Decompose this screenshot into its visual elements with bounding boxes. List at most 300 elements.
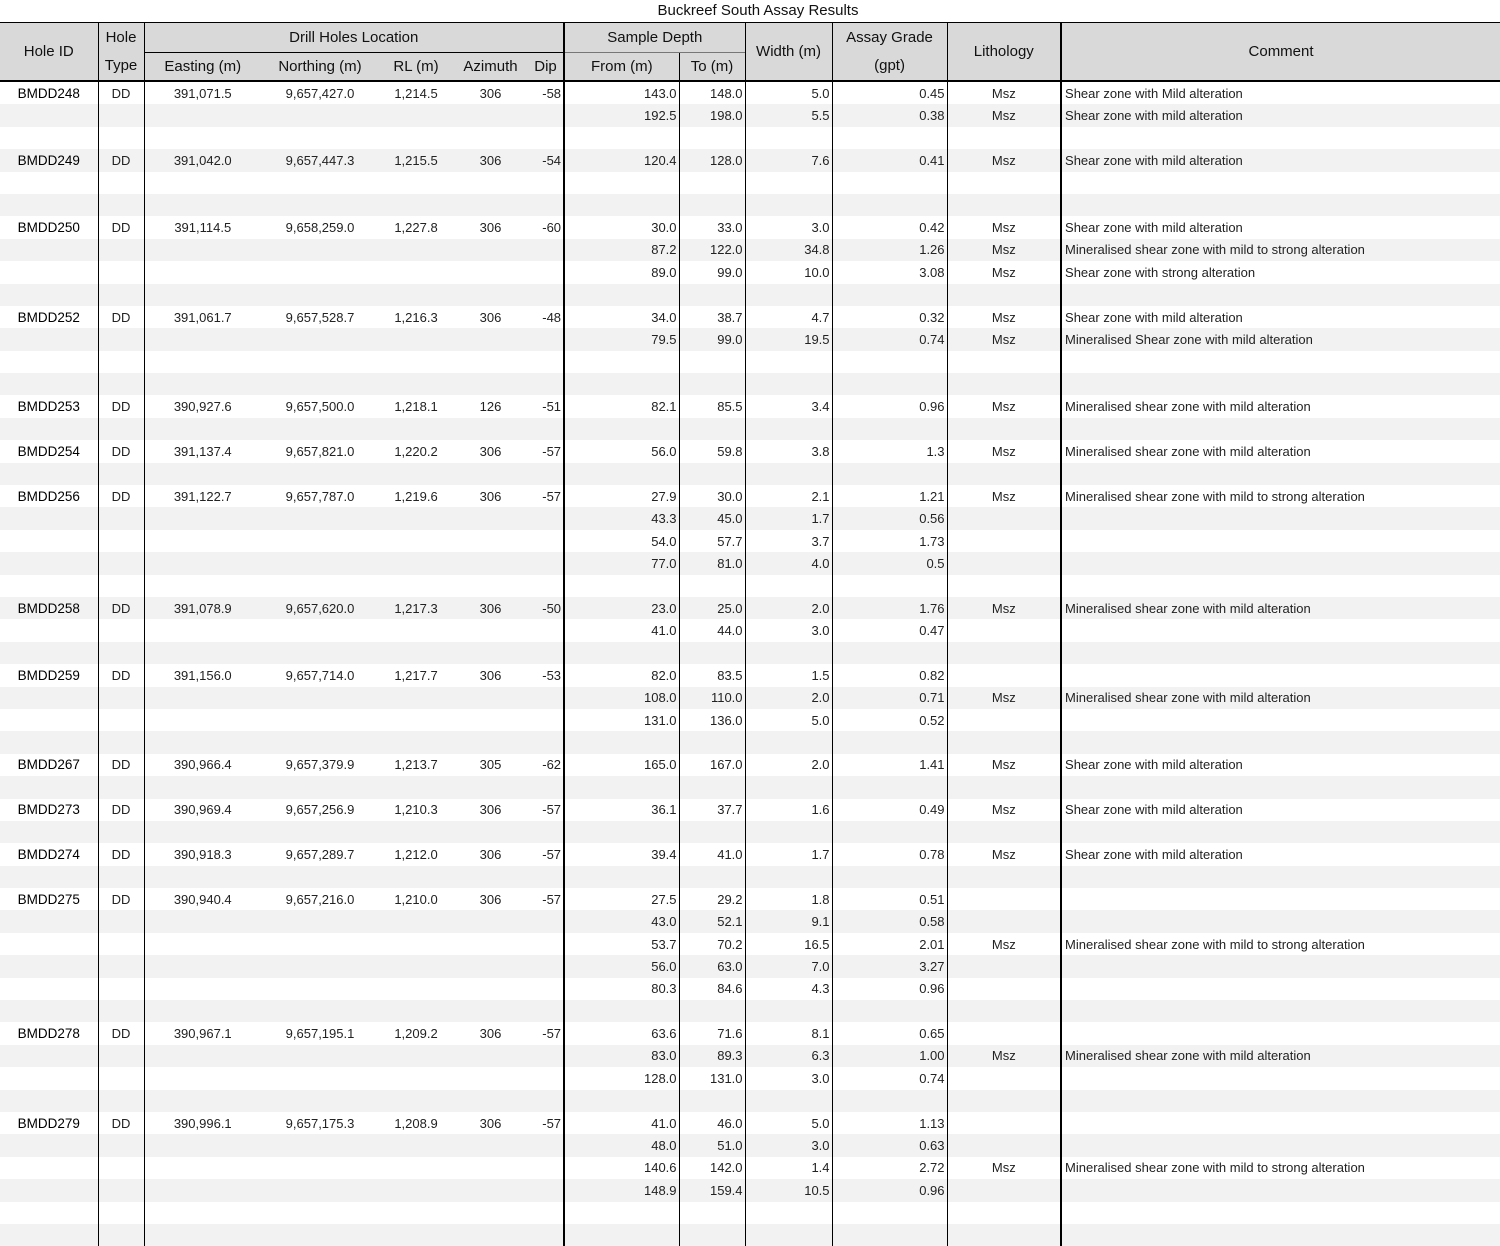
cell-lithology bbox=[947, 507, 1061, 529]
cell-rl bbox=[379, 776, 453, 798]
cell-lithology bbox=[947, 955, 1061, 977]
cell-width: 5.0 bbox=[745, 81, 832, 104]
cell-rl bbox=[379, 1202, 453, 1224]
cell-hole-type bbox=[98, 709, 144, 731]
cell-assay-grade: 1.13 bbox=[832, 1112, 947, 1134]
cell-hole-id bbox=[0, 776, 98, 798]
cell-dip bbox=[528, 955, 564, 977]
cell-from: 54.0 bbox=[564, 530, 679, 552]
cell-to bbox=[679, 172, 745, 194]
cell-from: 36.1 bbox=[564, 799, 679, 821]
cell-assay-grade: 1.41 bbox=[832, 754, 947, 776]
cell-rl: 1,209.2 bbox=[394, 1026, 438, 1042]
cell-hole-type bbox=[98, 127, 144, 149]
cell-azimuth bbox=[453, 239, 528, 261]
cell-hole-type bbox=[98, 172, 144, 194]
cell-dip bbox=[528, 1224, 564, 1246]
table-row bbox=[0, 306, 1500, 328]
cell-easting bbox=[144, 1157, 261, 1179]
cell-hole-type bbox=[98, 530, 144, 552]
cell-assay-grade: 0.78 bbox=[832, 843, 947, 865]
cell-azimuth bbox=[453, 1202, 528, 1224]
cell-dip bbox=[528, 978, 564, 1000]
cell-from: 79.5 bbox=[564, 328, 679, 350]
cell-dip bbox=[528, 1157, 564, 1179]
cell-from: 83.0 bbox=[564, 1045, 679, 1067]
cell-northing: 9,657,289.7 bbox=[285, 846, 355, 862]
cell-comment: Shear zone with Mild alteration bbox=[1061, 81, 1500, 104]
cell-rl bbox=[379, 1224, 453, 1246]
cell-lithology bbox=[947, 1090, 1061, 1112]
cell-dip: -50 bbox=[528, 597, 564, 619]
cell-width: 3.0 bbox=[745, 216, 832, 238]
cell-to: 84.6 bbox=[679, 978, 745, 1000]
table-row bbox=[0, 239, 1500, 261]
cell-northing: 9,658,259.0 bbox=[285, 220, 355, 236]
cell-hole-id bbox=[0, 351, 98, 373]
cell-easting: 391,061.7 bbox=[144, 306, 261, 328]
cell-width: 34.8 bbox=[745, 239, 832, 261]
table-row bbox=[0, 687, 1500, 709]
cell-width: 7.0 bbox=[745, 955, 832, 977]
cell-comment bbox=[1061, 127, 1500, 149]
table-row bbox=[0, 351, 1500, 373]
cell-rl bbox=[379, 1090, 453, 1112]
cell-from: 41.0 bbox=[564, 619, 679, 641]
cell-rl bbox=[379, 575, 453, 597]
cell-hole-type bbox=[98, 239, 144, 261]
cell-rl bbox=[379, 1157, 453, 1179]
cell-northing bbox=[261, 1157, 379, 1179]
cell-hole-id bbox=[0, 239, 98, 261]
cell-to: 29.2 bbox=[679, 888, 745, 910]
table-row bbox=[0, 754, 1500, 776]
cell-comment: Mineralised shear zone with mild to strong alteration bbox=[1061, 239, 1500, 261]
cell-northing bbox=[261, 328, 379, 350]
cell-dip bbox=[528, 418, 564, 440]
cell-easting: 391,137.4 bbox=[144, 440, 261, 462]
cell-easting bbox=[144, 1134, 261, 1156]
cell-northing bbox=[261, 1224, 379, 1246]
cell-to: 99.0 bbox=[679, 261, 745, 283]
table-row bbox=[0, 933, 1500, 955]
cell-width: 3.4 bbox=[745, 395, 832, 417]
cell-lithology bbox=[947, 978, 1061, 1000]
cell-hole-type bbox=[98, 328, 144, 350]
cell-hole-type bbox=[98, 575, 144, 597]
cell-comment: Mineralised shear zone with mild alteration bbox=[1061, 395, 1500, 417]
cell-from: 82.0 bbox=[564, 664, 679, 686]
cell-width: 10.5 bbox=[745, 1179, 832, 1201]
cell-assay-grade bbox=[832, 731, 947, 753]
cell-lithology bbox=[947, 866, 1061, 888]
cell-hole-id: BMDD278 bbox=[17, 1026, 80, 1042]
cell-to: 131.0 bbox=[679, 1067, 745, 1089]
cell-lithology: Msz bbox=[947, 687, 1061, 709]
cell-from bbox=[564, 194, 679, 216]
cell-comment bbox=[1061, 575, 1500, 597]
cell-northing: 9,657,195.1 bbox=[285, 1026, 355, 1042]
cell-rl: 1,210.3 bbox=[394, 802, 438, 818]
cell-to: 159.4 bbox=[679, 1179, 745, 1201]
cell-width: 1.7 bbox=[745, 843, 832, 865]
cell-to: 122.0 bbox=[679, 239, 745, 261]
cell-easting bbox=[144, 1000, 261, 1022]
cell-from: 131.0 bbox=[564, 709, 679, 731]
cell-assay-grade bbox=[832, 172, 947, 194]
cell-assay-grade: 1.26 bbox=[832, 239, 947, 261]
cell-rl: 1,216.3 bbox=[394, 309, 438, 325]
cell-from: 56.0 bbox=[564, 955, 679, 977]
cell-easting bbox=[144, 104, 261, 126]
header-northing: Northing (m) bbox=[261, 53, 379, 82]
cell-easting: 390,969.4 bbox=[144, 799, 261, 821]
cell-easting bbox=[144, 821, 261, 843]
cell-comment: Mineralised shear zone with mild alteration bbox=[1061, 1045, 1500, 1067]
cell-to bbox=[679, 1202, 745, 1224]
cell-to: 99.0 bbox=[679, 328, 745, 350]
cell-rl: 1,217.7 bbox=[394, 667, 438, 683]
cell-northing bbox=[261, 866, 379, 888]
cell-width: 2.1 bbox=[745, 485, 832, 507]
cell-from bbox=[564, 866, 679, 888]
cell-lithology: Msz bbox=[947, 933, 1061, 955]
cell-lithology: Msz bbox=[947, 149, 1061, 171]
cell-to bbox=[679, 821, 745, 843]
table-row bbox=[0, 709, 1500, 731]
cell-hole-type: DD bbox=[98, 485, 144, 507]
cell-hole-type bbox=[98, 866, 144, 888]
cell-lithology bbox=[947, 530, 1061, 552]
cell-comment bbox=[1061, 1090, 1500, 1112]
cell-easting bbox=[144, 507, 261, 529]
cell-from: 192.5 bbox=[564, 104, 679, 126]
cell-from: 56.0 bbox=[564, 440, 679, 462]
cell-assay-grade: 3.27 bbox=[832, 955, 947, 977]
cell-comment bbox=[1061, 463, 1500, 485]
table-row bbox=[0, 216, 1500, 238]
cell-dip bbox=[528, 530, 564, 552]
cell-hole-id: BMDD258 bbox=[0, 597, 98, 619]
cell-azimuth: 306 bbox=[479, 220, 502, 236]
cell-easting bbox=[144, 1045, 261, 1067]
cell-lithology bbox=[947, 664, 1061, 686]
table-row bbox=[0, 328, 1500, 350]
cell-width: 19.5 bbox=[745, 328, 832, 350]
cell-northing bbox=[261, 821, 379, 843]
cell-easting: 391,078.9 bbox=[144, 597, 261, 619]
cell-azimuth bbox=[453, 910, 528, 932]
cell-to bbox=[679, 1000, 745, 1022]
cell-hole-type: DD bbox=[98, 664, 144, 686]
cell-easting bbox=[144, 978, 261, 1000]
cell-hole-type bbox=[98, 1202, 144, 1224]
cell-to bbox=[679, 866, 745, 888]
cell-hole-id bbox=[0, 194, 98, 216]
cell-from: 165.0 bbox=[564, 754, 679, 776]
cell-width bbox=[745, 418, 832, 440]
cell-lithology: Msz bbox=[947, 1045, 1061, 1067]
cell-easting bbox=[144, 127, 261, 149]
header-assay-grade-line1: Assay Grade bbox=[832, 23, 947, 53]
cell-hole-type bbox=[98, 284, 144, 306]
cell-northing bbox=[261, 1134, 379, 1156]
cell-lithology: Msz bbox=[947, 754, 1061, 776]
cell-easting bbox=[144, 1067, 261, 1089]
cell-to: 148.0 bbox=[679, 81, 745, 104]
cell-assay-grade: 0.52 bbox=[832, 709, 947, 731]
cell-hole-type: DD bbox=[98, 395, 144, 417]
cell-assay-grade bbox=[832, 284, 947, 306]
cell-hole-type bbox=[98, 910, 144, 932]
cell-dip bbox=[528, 910, 564, 932]
cell-azimuth bbox=[453, 552, 528, 574]
cell-assay-grade: 0.41 bbox=[832, 149, 947, 171]
cell-easting bbox=[144, 284, 261, 306]
table-row bbox=[0, 1224, 1500, 1246]
table-row bbox=[0, 821, 1500, 843]
cell-azimuth bbox=[453, 172, 528, 194]
cell-lithology: Msz bbox=[947, 485, 1061, 507]
cell-comment bbox=[1061, 821, 1500, 843]
cell-comment bbox=[1061, 351, 1500, 373]
cell-rl bbox=[379, 552, 453, 574]
table-header bbox=[0, 23, 1500, 82]
cell-azimuth bbox=[453, 1000, 528, 1022]
cell-azimuth: 306 bbox=[479, 891, 502, 907]
cell-dip bbox=[528, 172, 564, 194]
table-row bbox=[0, 642, 1500, 664]
cell-comment bbox=[1061, 1134, 1500, 1156]
cell-hole-id bbox=[0, 418, 98, 440]
table-row bbox=[0, 866, 1500, 888]
cell-hole-id bbox=[0, 955, 98, 977]
assay-results-table bbox=[0, 22, 1500, 1246]
cell-from: 140.6 bbox=[564, 1157, 679, 1179]
cell-lithology bbox=[947, 194, 1061, 216]
cell-northing bbox=[261, 619, 379, 641]
cell-to: 51.0 bbox=[679, 1134, 745, 1156]
cell-northing bbox=[261, 910, 379, 932]
cell-hole-type bbox=[98, 351, 144, 373]
cell-dip bbox=[528, 709, 564, 731]
cell-dip bbox=[528, 619, 564, 641]
cell-lithology bbox=[947, 1067, 1061, 1089]
cell-assay-grade bbox=[832, 866, 947, 888]
cell-lithology: Msz bbox=[947, 843, 1061, 865]
cell-assay-grade: 1.73 bbox=[832, 530, 947, 552]
cell-rl: 1,213.7 bbox=[394, 757, 438, 773]
cell-hole-id bbox=[0, 642, 98, 664]
cell-hole-type bbox=[98, 619, 144, 641]
cell-easting: 390,927.6 bbox=[144, 395, 261, 417]
cell-from: 23.0 bbox=[564, 597, 679, 619]
cell-hole-id bbox=[0, 552, 98, 574]
cell-from bbox=[564, 821, 679, 843]
cell-from: 63.6 bbox=[564, 1022, 679, 1044]
cell-from bbox=[564, 172, 679, 194]
cell-easting bbox=[144, 1202, 261, 1224]
cell-comment: Shear zone with mild alteration bbox=[1061, 149, 1500, 171]
cell-lithology bbox=[947, 1134, 1061, 1156]
cell-azimuth bbox=[453, 418, 528, 440]
cell-rl: 1,219.6 bbox=[394, 488, 438, 504]
cell-hole-id bbox=[0, 1067, 98, 1089]
table-row bbox=[0, 373, 1500, 395]
cell-lithology bbox=[947, 1202, 1061, 1224]
cell-northing bbox=[261, 172, 379, 194]
cell-hole-id bbox=[0, 507, 98, 529]
cell-dip bbox=[528, 373, 564, 395]
cell-northing: 9,657,821.0 bbox=[285, 443, 355, 459]
cell-hole-type: DD bbox=[98, 597, 144, 619]
cell-dip bbox=[528, 552, 564, 574]
table-row bbox=[0, 978, 1500, 1000]
header-hole-type-line1: Hole bbox=[98, 23, 144, 53]
cell-from: 148.9 bbox=[564, 1179, 679, 1201]
cell-width: 1.4 bbox=[745, 1157, 832, 1179]
cell-northing bbox=[261, 1045, 379, 1067]
cell-assay-grade: 3.08 bbox=[832, 261, 947, 283]
cell-easting bbox=[144, 575, 261, 597]
cell-rl bbox=[379, 172, 453, 194]
cell-comment: Shear zone with mild alteration bbox=[1061, 306, 1500, 328]
cell-dip bbox=[528, 776, 564, 798]
cell-rl bbox=[379, 955, 453, 977]
cell-lithology bbox=[947, 127, 1061, 149]
table-row bbox=[0, 1022, 1500, 1044]
cell-to: 52.1 bbox=[679, 910, 745, 932]
cell-hole-id bbox=[0, 373, 98, 395]
cell-assay-grade bbox=[832, 776, 947, 798]
cell-from: 48.0 bbox=[564, 1134, 679, 1156]
cell-hole-id bbox=[0, 687, 98, 709]
cell-width: 2.0 bbox=[745, 687, 832, 709]
cell-assay-grade: 0.96 bbox=[832, 978, 947, 1000]
header-drill-holes-location: Drill Holes Location bbox=[144, 23, 564, 53]
cell-lithology bbox=[947, 373, 1061, 395]
table-row bbox=[0, 530, 1500, 552]
cell-northing bbox=[261, 284, 379, 306]
cell-rl: 1,214.5 bbox=[394, 85, 438, 101]
cell-from: 77.0 bbox=[564, 552, 679, 574]
cell-assay-grade bbox=[832, 1000, 947, 1022]
cell-to bbox=[679, 284, 745, 306]
cell-hole-id: BMDD267 bbox=[17, 757, 80, 773]
cell-comment bbox=[1061, 1022, 1500, 1044]
cell-lithology bbox=[947, 1000, 1061, 1022]
cell-lithology: Msz bbox=[947, 799, 1061, 821]
cell-hole-type bbox=[98, 1224, 144, 1246]
cell-to: 57.7 bbox=[679, 530, 745, 552]
cell-assay-grade: 2.72 bbox=[832, 1157, 947, 1179]
cell-to: 71.6 bbox=[679, 1022, 745, 1044]
cell-hole-id bbox=[0, 910, 98, 932]
cell-hole-id bbox=[0, 709, 98, 731]
cell-dip: -57 bbox=[542, 443, 562, 459]
cell-to: 44.0 bbox=[679, 619, 745, 641]
table-row bbox=[0, 799, 1500, 821]
cell-easting: 391,122.7 bbox=[144, 485, 261, 507]
cell-comment: Shear zone with mild alteration bbox=[1061, 799, 1500, 821]
cell-lithology: Msz bbox=[947, 395, 1061, 417]
cell-azimuth bbox=[453, 1045, 528, 1067]
cell-easting bbox=[144, 866, 261, 888]
cell-to: 41.0 bbox=[679, 843, 745, 865]
cell-comment: Mineralised shear zone with mild to strong alteration bbox=[1061, 485, 1500, 507]
cell-from: 87.2 bbox=[564, 239, 679, 261]
cell-northing bbox=[261, 642, 379, 664]
cell-lithology bbox=[947, 463, 1061, 485]
cell-assay-grade: 1.00 bbox=[832, 1045, 947, 1067]
cell-assay-grade: 0.58 bbox=[832, 910, 947, 932]
cell-hole-type bbox=[98, 642, 144, 664]
table-row bbox=[0, 552, 1500, 574]
cell-lithology bbox=[947, 821, 1061, 843]
cell-rl bbox=[379, 910, 453, 932]
cell-northing: 9,657,528.7 bbox=[285, 309, 355, 325]
cell-easting bbox=[144, 552, 261, 574]
cell-from: 27.9 bbox=[564, 485, 679, 507]
cell-comment bbox=[1061, 172, 1500, 194]
cell-assay-grade bbox=[832, 373, 947, 395]
cell-from bbox=[564, 642, 679, 664]
cell-assay-grade bbox=[832, 1202, 947, 1224]
cell-hole-id: BMDD248 bbox=[17, 85, 80, 101]
cell-width: 5.5 bbox=[745, 104, 832, 126]
header-hole-type-line2: Type bbox=[98, 53, 144, 82]
cell-from: 108.0 bbox=[564, 687, 679, 709]
cell-hole-type bbox=[98, 1179, 144, 1201]
cell-to: 33.0 bbox=[679, 216, 745, 238]
cell-azimuth: 306 bbox=[479, 488, 502, 504]
cell-hole-id: BMDD250 bbox=[17, 220, 80, 236]
cell-hole-id: BMDD249 bbox=[0, 149, 98, 171]
cell-from: 30.0 bbox=[564, 216, 679, 238]
cell-rl bbox=[379, 530, 453, 552]
cell-rl bbox=[379, 709, 453, 731]
cell-width: 5.0 bbox=[745, 709, 832, 731]
table-row bbox=[0, 910, 1500, 932]
cell-azimuth: 305 bbox=[479, 757, 502, 773]
cell-from: 27.5 bbox=[564, 888, 679, 910]
cell-azimuth bbox=[453, 955, 528, 977]
cell-to: 167.0 bbox=[679, 754, 745, 776]
cell-northing bbox=[261, 776, 379, 798]
cell-northing bbox=[261, 530, 379, 552]
cell-to: 30.0 bbox=[679, 485, 745, 507]
cell-hole-id bbox=[0, 172, 98, 194]
cell-assay-grade bbox=[832, 463, 947, 485]
cell-width: 5.0 bbox=[745, 1112, 832, 1134]
cell-azimuth bbox=[453, 328, 528, 350]
cell-rl bbox=[379, 821, 453, 843]
cell-azimuth bbox=[453, 687, 528, 709]
table-row bbox=[0, 149, 1500, 171]
cell-hole-id bbox=[0, 1134, 98, 1156]
cell-azimuth: 306 bbox=[479, 667, 502, 683]
cell-to bbox=[679, 351, 745, 373]
cell-northing bbox=[261, 418, 379, 440]
cell-lithology: Msz bbox=[947, 597, 1061, 619]
cell-hole-id bbox=[0, 530, 98, 552]
cell-hole-type: DD bbox=[98, 216, 144, 238]
cell-rl: 1,217.3 bbox=[379, 597, 453, 619]
cell-width bbox=[745, 1000, 832, 1022]
cell-hole-id bbox=[0, 821, 98, 843]
cell-easting bbox=[144, 418, 261, 440]
cell-comment bbox=[1061, 1224, 1500, 1246]
